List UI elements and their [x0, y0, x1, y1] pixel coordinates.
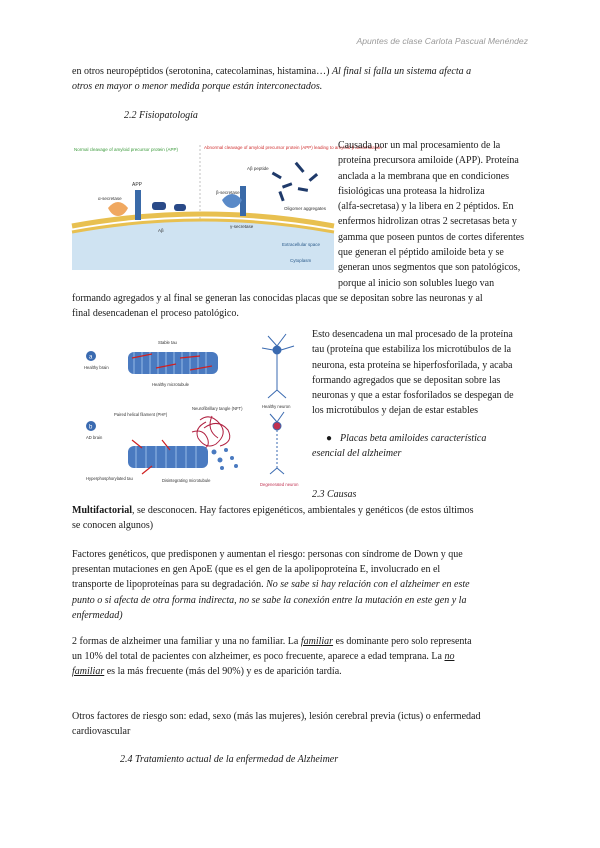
- fig1-gamma-label: γ-secretase: [230, 224, 254, 229]
- bullet-dot: ●: [326, 433, 333, 444]
- app-text-line: anclada a la membrana que en condiciones: [338, 170, 510, 182]
- fig1-alpha-label: α-secretase: [98, 196, 122, 201]
- fig2-nft-label: Neurofibrillary tangle (NFT): [192, 406, 243, 411]
- familiar-word: familiar: [300, 636, 334, 647]
- familiar-paragraph: [72, 634, 552, 680]
- familiar-word-2: familiar: [72, 666, 105, 678]
- tau-text-line: tau (proteína que estabiliza los microtúbulos de la: [312, 344, 512, 356]
- healthy-microtubule: [128, 352, 218, 374]
- app-text-line: (alfa-secretasa) y la libera en 2 péptidos. En: [338, 201, 514, 213]
- multifactorial-paragraph: [72, 503, 552, 533]
- fig2-healthy-neuron: Healthy neuron: [262, 404, 291, 409]
- section-heading-fisiopatologia: 2.2 Fisiopatología: [124, 110, 198, 121]
- fig1-abeta-label: Aβ: [158, 228, 164, 233]
- tau-text-line: neurona, esta proteína se hiperfosforilada, y acaba: [312, 359, 513, 371]
- tau-text-line: neuronas y que a estar fosforilados se despegan de: [312, 390, 514, 402]
- genetic-italic-line: enfermedad): [72, 609, 123, 621]
- tau-text-line: Esto desencadena un mal procesado de la proteína: [312, 329, 513, 340]
- page-header: Apuntes de clase Carlota Pascual Menéndez: [356, 36, 528, 46]
- tau-text-block: [312, 327, 552, 419]
- fig1-label-normal: Normal cleavage of amyloid precursor protein (APP): [74, 147, 179, 152]
- fig2-disintegrating-label: Disintegrating microtubule: [162, 478, 211, 483]
- section-heading-tratamiento: 2.4 Tratamiento actual de la enfermedad de Alzheimer: [120, 754, 339, 765]
- no-word: no: [444, 651, 455, 663]
- genetic-line: Factores genéticos, que predisponen y aumentan el riesgo: personas con síndrome de Down y que: [72, 549, 463, 560]
- fig2-hyperphos-label: Hyperphosphorylated tau: [86, 476, 133, 481]
- app-text-line: fisiológicas una proteasa la hidroliza: [338, 185, 485, 197]
- intro-italic-line2: otros en mayor o menor medida porque están interconectados.: [72, 81, 323, 93]
- panel-b-label: b: [89, 424, 93, 431]
- app-text-line: enfermos hidrolizan otras 2 secretasas beta y: [338, 216, 517, 228]
- app-text-line: proteína precursora amiloide (APP). Proteína: [338, 155, 519, 167]
- panel-a-label: a: [89, 354, 93, 361]
- fig1-extracellular: Extracellular space: [282, 242, 321, 247]
- bullet-text-line1: Placas beta amiloides característica: [340, 433, 487, 444]
- fig2-phf-label: Paired helical filament (PHF): [114, 412, 168, 417]
- fig1-oligomer-label: Oligomer aggregates: [284, 206, 327, 211]
- multifactorial-rest: , se desconocen. Hay factores epigenéticos, ambientales y genéticos (de estos últimos: [131, 505, 474, 516]
- app-text-line: porque al inicio son solubles luego van: [338, 277, 495, 289]
- fig1-label-abnormal: Abnormal cleavage of amyloid precursor protein (APP) leading to amyloid β accumulation: [204, 145, 382, 150]
- otros-line2: cardiovascular: [72, 726, 131, 738]
- fig2-healthy-brain: Healthy brain: [84, 365, 109, 370]
- section-heading-causas: 2.3 Causas: [312, 489, 357, 500]
- otros-line1: Otros factores de riesgo son: edad, sexo (más las mujeres), lesión cerebral previa (ictus) o enfermedad: [72, 711, 481, 722]
- familiar-text-d: es la más frecuente (más del 90%) y es de aparición tardía.: [104, 666, 342, 678]
- fig2-microtubule-label: Healthy microtubule: [152, 382, 190, 387]
- intro-italic: Al final si falla un sistema afecta a: [331, 66, 472, 77]
- familiar-text-b: es dominante pero solo representa: [333, 636, 472, 647]
- genetic-italic-line: punto o si afecta de otra forma indirecta, no se sabe la conexión entre la mutación en este gen y la: [72, 594, 467, 606]
- intro-text: en otros neuropéptidos (serotonina, catecolaminas, histamina…): [72, 66, 332, 77]
- otros-factores-paragraph: [72, 709, 552, 739]
- multifactorial-line2: se conocen algunos): [72, 520, 154, 532]
- genetic-paragraph: [72, 547, 552, 623]
- app-protein-left: [135, 190, 141, 220]
- app-text-line: que generan el péptido amiloide beta y se: [338, 247, 504, 259]
- genetic-line: presentan mutaciones en gen ApoE (que es el gen de la apolipoproteína E, involucrado en el: [72, 564, 441, 576]
- tau-figure: [72, 328, 306, 494]
- fig1-beta-label: β-secretase: [216, 190, 240, 195]
- app-text-line: gamma que poseen puntos de cortes diferentes: [338, 231, 525, 243]
- tau-text-line: formando agregados que se depositan sobre las: [312, 374, 501, 386]
- app-text-line: Causada por un mal procesamiento de la: [338, 140, 501, 151]
- genetic-line3-plain: transporte de lipoproteínas para su degradación.: [72, 579, 267, 591]
- bullet-item: [312, 431, 552, 446]
- app-text-continuation: [72, 291, 552, 321]
- app-full-line: formando agregados y al final se generan las conocidas placas que se depositan sobre las neuronas y al: [72, 293, 483, 304]
- familiar-text-c: un 10% del total de pacientes con alzheimer, es poco frecuente, aparece a edad temprana. La: [72, 651, 445, 663]
- familiar-text-a: 2 formas de alzheimer una familiar y una no familiar. La: [72, 636, 301, 647]
- app-text-line: generan unos segmentos que son patológicos,: [338, 262, 521, 274]
- app-text-block: [338, 138, 558, 291]
- fig2-stable-label: Stable tau: [158, 340, 177, 345]
- tau-text-line: los microtúbulos y dejan de estar estables: [312, 405, 479, 417]
- fig2-degenerated-label: Degenerated neuron: [260, 482, 299, 487]
- intro-paragraph: [72, 64, 542, 94]
- app-processing-figure: [72, 140, 382, 270]
- fig2-ad-brain: AD brain: [86, 435, 103, 440]
- fig1-app-label: APP: [132, 182, 143, 188]
- fig1-abeta-peptide-label: Aβ peptide: [247, 166, 269, 171]
- fig1-cytoplasm: Cytoplasm: [290, 258, 312, 263]
- genetic-line3-italic: No se sabe si hay relación con el alzheimer en este: [266, 579, 470, 591]
- multifactorial-bold: Multifactorial: [72, 505, 132, 516]
- app-full-line: final desencadenan el proceso patológico.: [72, 308, 239, 320]
- bullet-text-line2: esencial del alzheimer: [312, 448, 402, 459]
